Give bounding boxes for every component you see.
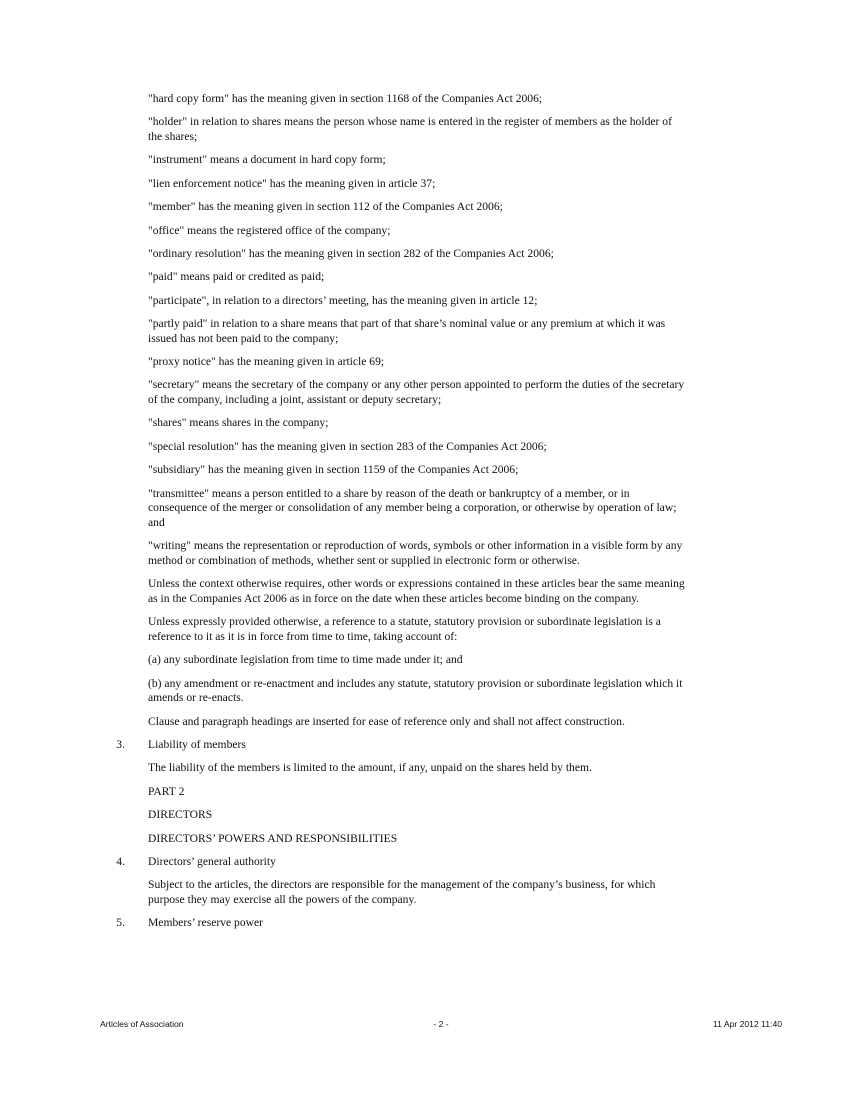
part-title: DIRECTORS xyxy=(148,808,213,822)
article-number: 4. xyxy=(116,854,125,868)
definition-special-resolution: "special resolution" has the meaning given in section 283 of the Companies Act 2006; xyxy=(148,439,547,453)
article-5-heading xyxy=(116,916,688,931)
article-3-text: The liability of the members is limited to the amount, if any, unpaid on the shares held by them. xyxy=(148,761,592,775)
interpretation-headings: Clause and paragraph headings are inserted for ease of reference only and shall not affect construction. xyxy=(148,714,625,728)
footer-document-title: Articles of Association xyxy=(100,1019,184,1029)
definition-transmittee: "transmittee" means a person entitled to a share by reason of the death or bankruptcy of a member, or in consequence of the merger or consolidation of any member being a corporation, or otherwise by operation of law; and xyxy=(148,486,677,529)
article-title: Members’ reserve power xyxy=(148,916,264,930)
interpretation-clause-a: (a) any subordinate legislation from time to time made under it; and xyxy=(148,653,463,667)
document-body xyxy=(116,92,688,940)
definition-ordinary-resolution: "ordinary resolution" has the meaning given in section 282 of the Companies Act 2006; xyxy=(148,246,554,260)
part-subtitle: DIRECTORS’ POWERS AND RESPONSIBILITIES xyxy=(148,831,398,845)
footer-page-number: - 2 - xyxy=(433,1019,449,1029)
article-title: Liability of members xyxy=(148,737,246,751)
article-title: Directors’ general authority xyxy=(148,854,276,868)
definition-participate: "participate", in relation to a directors’ meeting, has the meaning given in article 12; xyxy=(148,293,538,307)
article-4-text: Subject to the articles, the directors are responsible for the management of the company’s business, for which purpose they may exercise all the powers of the company. xyxy=(148,878,656,906)
article-4-heading xyxy=(116,854,688,870)
definition-writing: "writing" means the representation or reproduction of words, symbols or other information in a visible form by any method or combination of methods, whether sent or supplied in electronic form or otherwise. xyxy=(148,539,683,567)
interpretation-statute-reference: Unless expressly provided otherwise, a reference to a statute, statutory provision or subordinate legislation is a reference to it as it is in force from time to time, taking account of: xyxy=(148,615,661,643)
definition-holder: "holder" in relation to shares means the person whose name is entered in the register of members as the holder of the shares; xyxy=(148,115,672,143)
definition-partly-paid: "partly paid" in relation to a share means that part of that share’s nominal value or any premium at which it was issued has not been paid to the company; xyxy=(148,317,666,345)
page-footer xyxy=(100,1019,782,1033)
definition-instrument: "instrument" means a document in hard copy form; xyxy=(148,153,386,167)
interpretation-context: Unless the context otherwise requires, other words or expressions contained in these articles bear the same meaning as in the Companies Act 2006 as in force on the date when these articles become binding on the company. xyxy=(148,577,685,605)
definition-proxy-notice: "proxy notice" has the meaning given in article 69; xyxy=(148,355,385,369)
interpretation-clause-b: (b) any amendment or re-enactment and includes any statute, statutory provision or subordinate legislation which it amends or re-enacts. xyxy=(148,676,683,705)
definition-member: "member" has the meaning given in section 112 of the Companies Act 2006; xyxy=(148,200,503,214)
article-number: 3. xyxy=(116,737,125,751)
article-number: 5. xyxy=(116,916,125,930)
part-label: PART 2 xyxy=(148,784,185,798)
article-3-heading xyxy=(116,737,688,753)
definition-hard-copy-form: "hard copy form" has the meaning given in section 1168 of the Companies Act 2006; xyxy=(148,92,543,105)
definition-paid: "paid" means paid or credited as paid; xyxy=(148,270,325,284)
definition-shares: "shares" means shares in the company; xyxy=(148,416,329,430)
definition-lien-enforcement-notice: "lien enforcement notice" has the meaning given in article 37; xyxy=(148,176,436,190)
definition-subsidiary: "subsidiary" has the meaning given in section 1159 of the Companies Act 2006; xyxy=(148,463,519,477)
footer-timestamp: 11 Apr 2012 11:40 xyxy=(713,1019,782,1029)
definition-secretary: "secretary" means the secretary of the company or any other person appointed to perform the duties of the secretary of the company, including a joint, assistant or deputy secretary; xyxy=(148,378,685,407)
definition-office: "office" means the registered office of the company; xyxy=(148,223,391,237)
